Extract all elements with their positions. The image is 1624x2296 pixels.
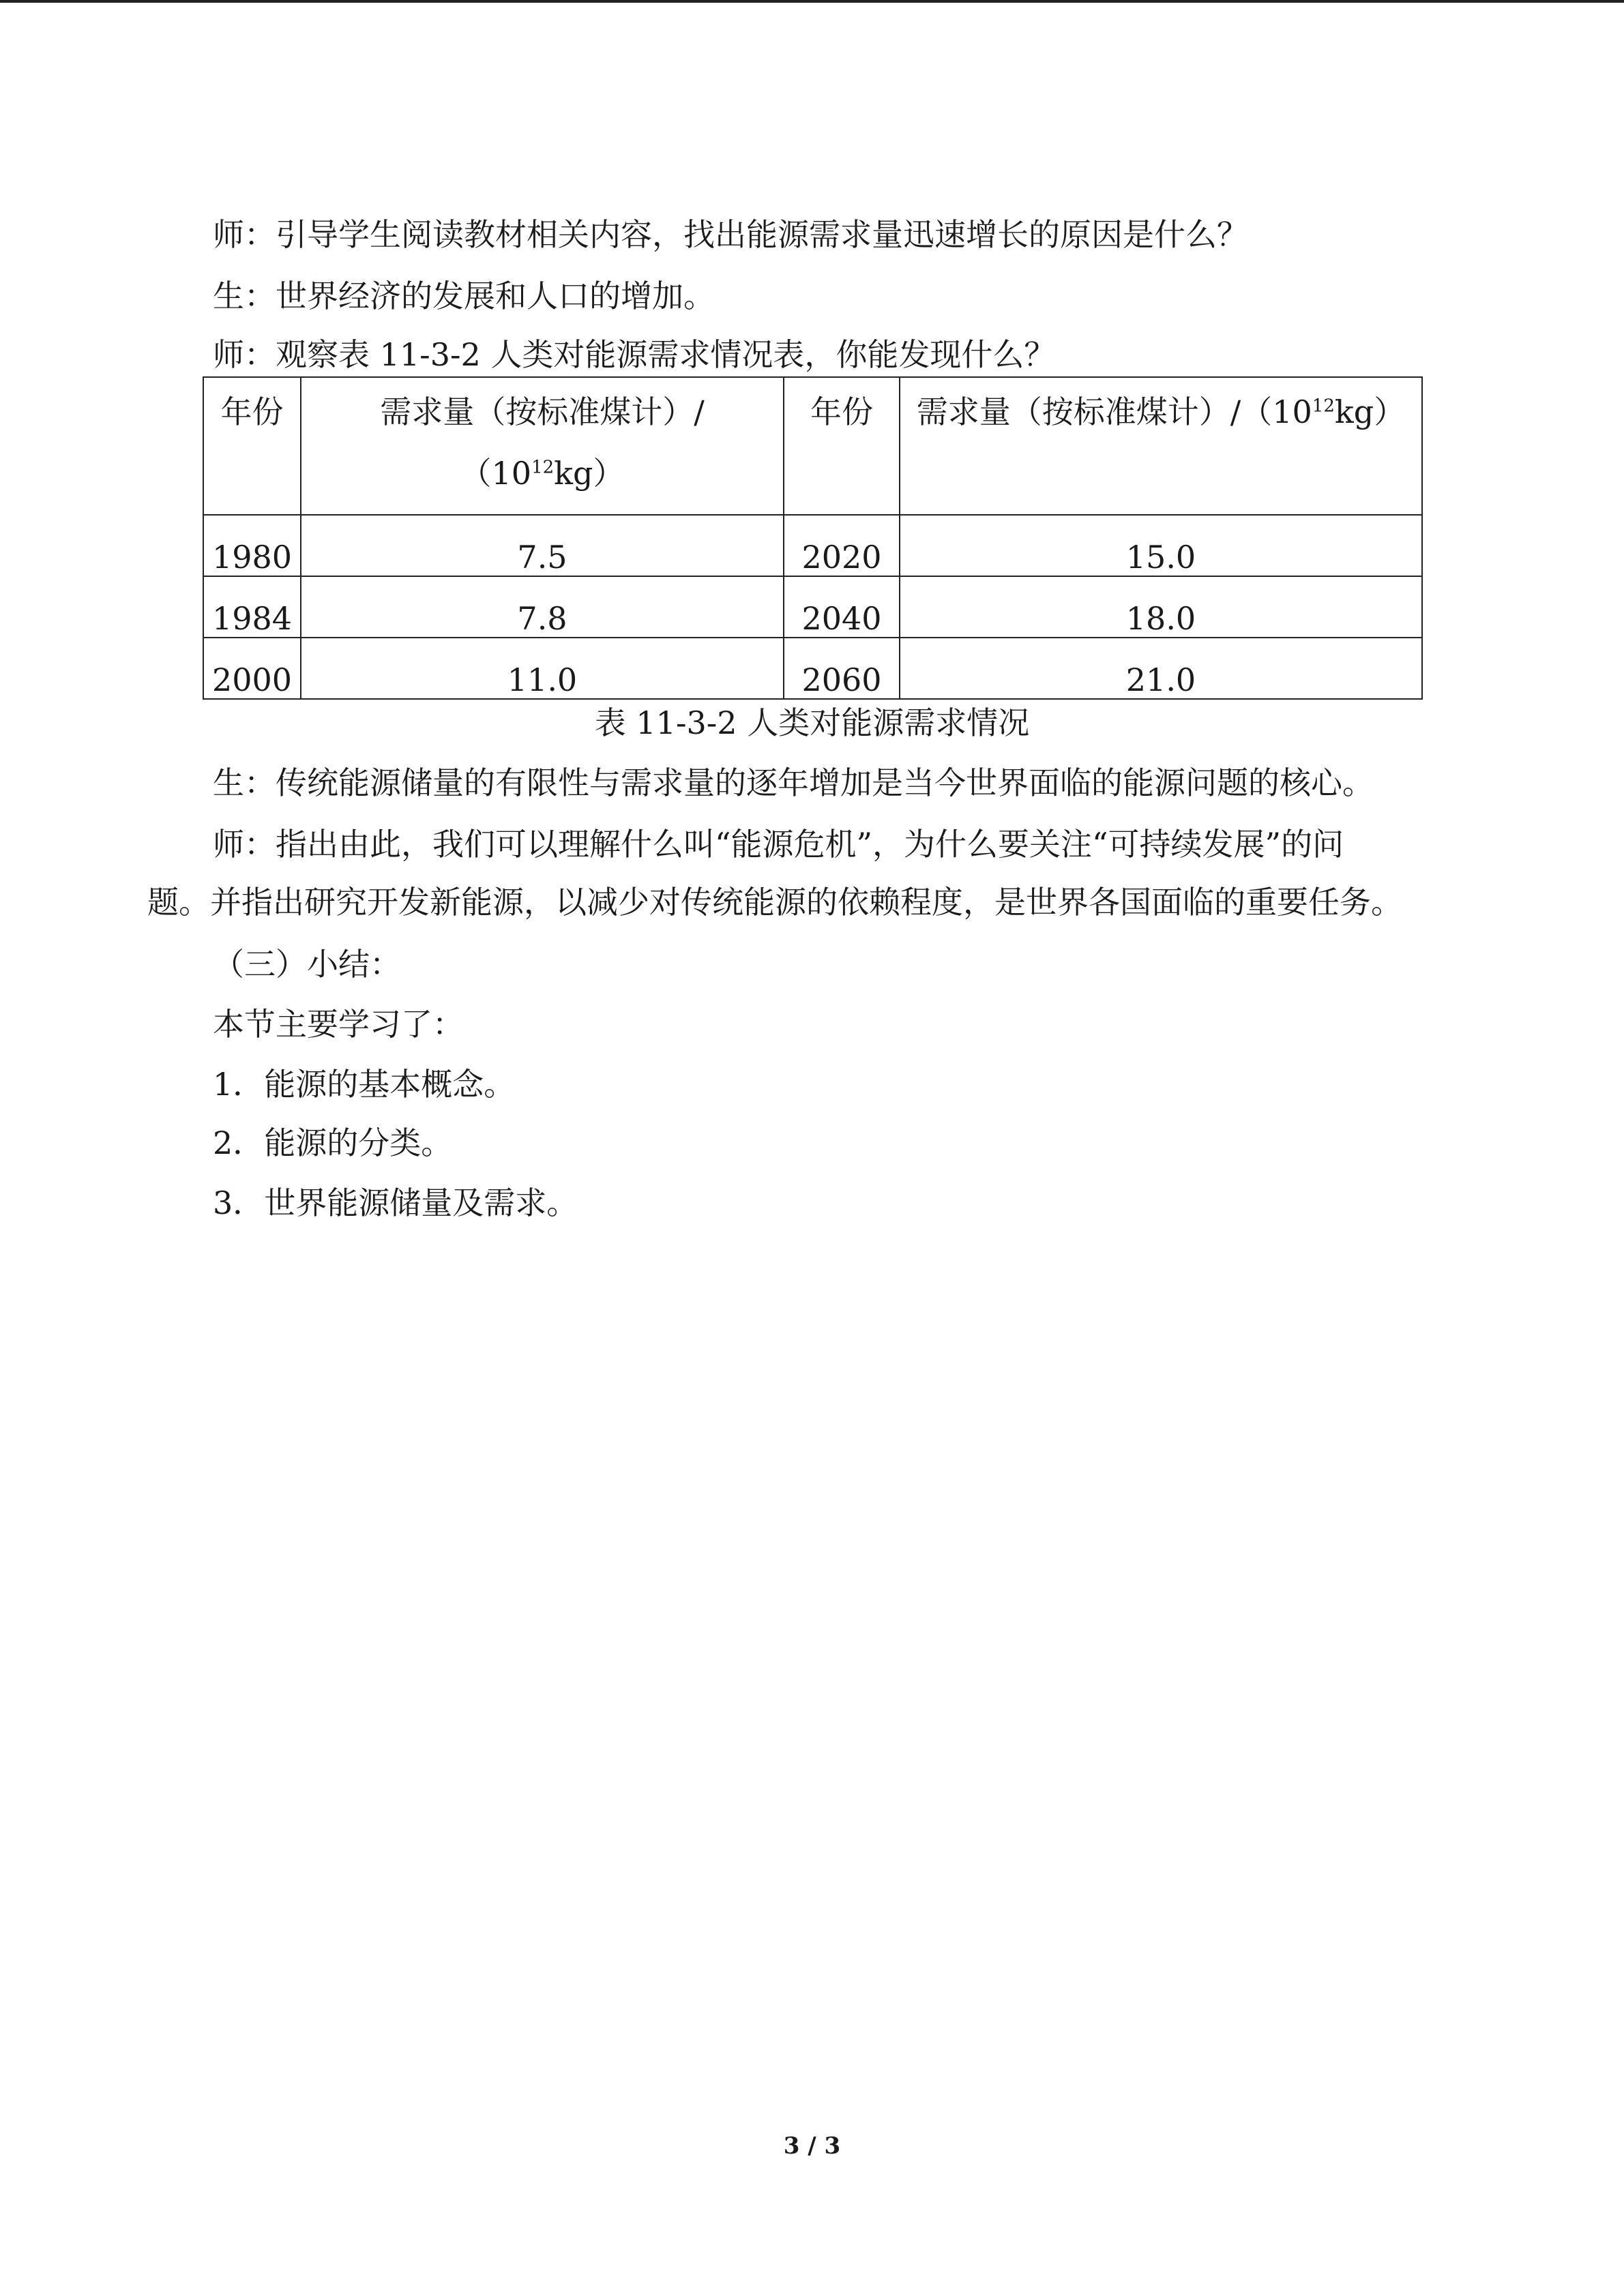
table-header-row	[203, 377, 1422, 515]
section-summary-heading: （三）小结：	[213, 946, 401, 983]
header-year-right: 年份	[784, 377, 900, 515]
header-demand-left-line1: 需求量（按标准煤计）/	[380, 393, 705, 430]
top-border	[0, 0, 1624, 3]
cell-year1: 2000	[203, 638, 301, 699]
table-caption: 表 11-3-2 人类对能源需求情况	[594, 704, 1030, 741]
paragraph-student-answer: 生：世界经济的发展和人口的增加。	[213, 278, 715, 314]
page-number: 3 / 3	[783, 2132, 841, 2160]
table-row	[203, 576, 1422, 638]
header-demand-left-line2: $(10^{12}kg)$	[460, 455, 625, 492]
cell-year2: 2060	[784, 638, 900, 699]
summary-item-2: 2．能源的分类。	[213, 1124, 453, 1161]
summary-intro: 本节主要学习了：	[213, 1006, 464, 1043]
cell-year1: 1984	[203, 576, 301, 638]
header-demand-right: 需求量（按标准煤计）$/(10^{12}kg)$	[900, 377, 1422, 515]
cell-year1: 1980	[203, 515, 301, 576]
paragraph-teacher-crisis-line1: 师：指出由此，我们可以理解什么叫“能源危机”，为什么要关注“可持续发展”的问	[213, 826, 1344, 863]
cell-value2: 21.0	[900, 638, 1422, 699]
summary-item-1: 1．能源的基本概念。	[213, 1066, 516, 1103]
cell-year2: 2040	[784, 576, 900, 638]
cell-value2: 15.0	[900, 515, 1422, 576]
paragraph-teacher-crisis-line2: 题。并指出研究开发新能源，以减少对传统能源的依赖程度，是世界各国面临的重要任务。	[147, 884, 1402, 921]
cell-value1: 11.0	[301, 638, 784, 699]
header-demand-left	[301, 377, 784, 515]
energy-demand-table	[203, 376, 1423, 700]
cell-year2: 2020	[784, 515, 900, 576]
paragraph-student-core-issue: 生：传统能源储量的有限性与需求量的逐年增加是当今世界面临的能源问题的核心。	[213, 764, 1374, 801]
header-year-left: 年份	[203, 377, 301, 515]
table-row	[203, 515, 1422, 576]
paragraph-teacher-table-prompt: 师：观察表 11-3-2 人类对能源需求情况表，你能发现什么？	[213, 336, 1056, 373]
cell-value1: 7.5	[301, 515, 784, 576]
cell-value1: 7.8	[301, 576, 784, 638]
table-row	[203, 638, 1422, 699]
paragraph-teacher-question: 师：引导学生阅读教材相关内容，找出能源需求量迅速增长的原因是什么？	[213, 216, 1248, 253]
summary-item-3: 3．世界能源储量及需求。	[213, 1184, 578, 1221]
cell-value2: 18.0	[900, 576, 1422, 638]
